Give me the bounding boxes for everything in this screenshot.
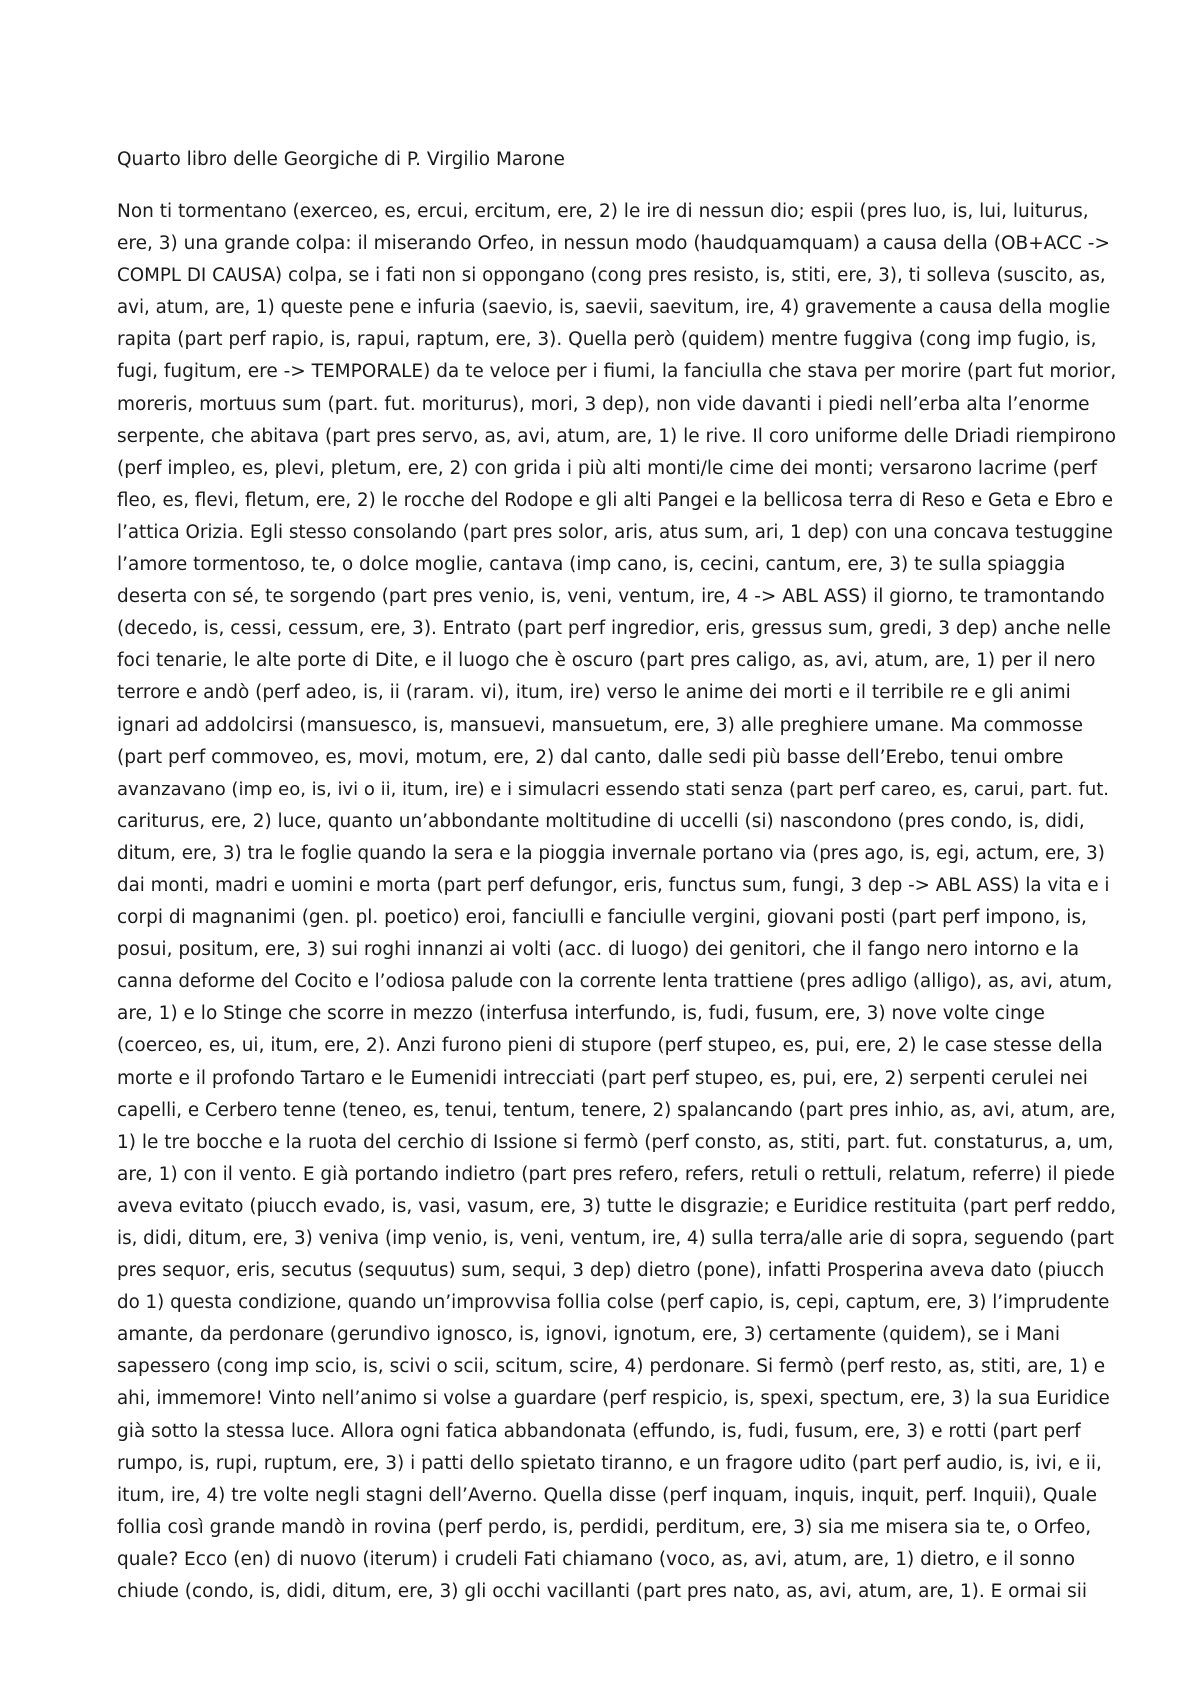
text-line: Non ti tormentano (exerceo, es, ercui, ercitum, ere, 2) le ire di nessun dio; espii (pres luo, is, lui, luiturus, xyxy=(117,201,1089,222)
text-line: rumpo, is, rupi, ruptum, ere, 3) i patti dello spietato tiranno, e un fragore udito (part perf audio, is, ivi, e ii, xyxy=(117,1452,1102,1474)
text-line: sapessero (cong imp scio, is, scivi o scii, scitum, scire, 4) perdonare. Si fermò (perf resto, as, stiti, are, 1) e xyxy=(117,1356,1106,1378)
text-line: avanzavano (imp eo, is, ivi o ii, itum, ire) e i simulacri essendo stati senza (part perf careo, es, carui, part. fut. xyxy=(117,778,1110,800)
text-line: do 1) questa condizione, quando un’improvvisa follia colse (perf capio, is, cepi, captum, ere, 3) l’imprudente xyxy=(117,1292,1110,1314)
text-line: moreris, mortuus sum (part. fut. moriturus), mori, 3 dep), non vide davanti i piedi nell’erba alta l’enorme xyxy=(117,393,1090,415)
text-line: fugi, fugitum, ere -> TEMPORALE) da te veloce per i fiumi, la fanciulla che stava per morire (part fut morior, xyxy=(117,361,1117,383)
document-body xyxy=(117,196,1117,1608)
text-line: l’amore tormentoso, te, o dolce moglie, cantava (imp cano, is, cecini, cantum, ere, 3) te sulla spiaggia xyxy=(117,554,1066,576)
text-line: terrore e andò (perf adeo, is, ii (raram. vi), itum, ire) verso le anime dei morti e il terribile re e gli animi xyxy=(117,682,1071,704)
text-line: avi, atum, are, 1) queste pene e infuria (saevio, is, saevii, saevitum, ire, 4) gravemente a causa della moglie xyxy=(117,297,1111,319)
text-line: is, didi, ditum, ere, 3) veniva (imp venio, is, veni, ventum, ire, 4) sulla terra/alle arie di sopra, seguendo (part xyxy=(117,1228,1114,1249)
text-line: ditum, ere, 3) tra le foglie quando la sera e la pioggia invernale portano via (pres ago, is, egi, actum, ere, 3) xyxy=(117,842,1105,864)
document-title: Quarto libro delle Georgiche di P. Virgilio Marone xyxy=(117,149,565,170)
text-line: foci tenarie, le alte porte di Dite, e il luogo che è oscuro (part pres caligo, as, avi, atum, are, 1) per il nero xyxy=(117,650,1096,672)
text-line: canna deforme del Cocito e l’odiosa palude con la corrente lenta trattiene (pres adligo (alligo), as, avi, atum, xyxy=(117,971,1113,993)
text-line: amante, da perdonare (gerundivo ignosco, is, ignovi, ignotum, ere, 3) certamente (quidem), se i Mani xyxy=(117,1324,1061,1346)
text-line: dai monti, madri e uomini e morta (part perf defungor, eris, functus sum, fungi, 3 dep -> ABL ASS) la vita e i xyxy=(117,874,1110,896)
text-line: aveva evitato (piucch evado, is, vasi, vasum, ere, 3) tutte le disgrazie; e Euridice restituita (part perf reddo, xyxy=(117,1195,1117,1217)
text-line: (part perf commoveo, es, movi, motum, ere, 2) dal canto, dalle sedi più basse dell’Erebo, tenui ombre xyxy=(117,746,1064,768)
text-line: chiude (condo, is, didi, ditum, ere, 3) gli occhi vacillanti (part pres nato, as, avi, atum, are, 1). E ormai sii xyxy=(117,1581,1088,1603)
text-line: l’attica Orizia. Egli stesso consolando (part pres solor, aris, atus sum, ari, 1 dep) con una concava testuggine xyxy=(117,521,1113,543)
text-line: posui, positum, ere, 3) sui roghi innanzi ai volti (acc. di luogo) dei genitori, che il fango nero intorno e la xyxy=(117,939,1080,961)
text-line: capelli, e Cerbero tenne (teneo, es, tenui, tentum, tenere, 2) spalancando (part pres inhio, as, avi, atum, are, xyxy=(117,1099,1116,1121)
text-line: ere, 3) una grande colpa: il miserando Orfeo, in nessun modo (haudquamquam) a causa della (OB+ACC -> xyxy=(117,233,1110,255)
text-line: (perf impleo, es, plevi, pletum, ere, 2) con grida i più alti monti/le cime dei monti; versarono lacrime (perf xyxy=(117,457,1098,479)
text-line: COMPL DI CAUSA) colpa, se i fati non si oppongano (cong pres resisto, is, stiti, ere, 3), ti solleva (suscito, as, xyxy=(117,265,1106,287)
text-line: cariturus, ere, 2) luce, quanto un’abbondante moltitudine di uccelli (si) nascondono (pres condo, is, didi, xyxy=(117,810,1085,832)
text-line: quale? Ecco (en) di nuovo (iterum) i crudeli Fati chiamano (voco, as, avi, atum, are, 1) dietro, e il sonno xyxy=(117,1548,1076,1570)
text-line: pres sequor, eris, secutus (sequutus) sum, sequi, 3 dep) dietro (pone), infatti Prosperina aveva dato (piucch xyxy=(117,1260,1105,1282)
text-line: già sotto la stessa luce. Allora ogni fatica abbandonata (effundo, is, fudi, fusum, ere, 3) e rotti (part perf xyxy=(117,1420,1081,1442)
text-line: morte e il profondo Tartaro e le Eumenidi intrecciati (part perf stupeo, es, pui, ere, 2) serpenti cerulei nei xyxy=(117,1067,1088,1089)
text-line: fleo, es, flevi, fletum, ere, 2) le rocche del Rodope e gli alti Pangei e la bellicosa terra di Reso e Geta e Ebro e xyxy=(117,489,1113,511)
text-line: corpi di magnanimi (gen. pl. poetico) eroi, fanciulli e fanciulle vergini, giovani posti (part perf impono, is, xyxy=(117,907,1087,929)
text-line: deserta con sé, te sorgendo (part pres venio, is, veni, ventum, ire, 4 -> ABL ASS) il giorno, te tramontando xyxy=(117,586,1105,608)
text-line: ignari ad addolcirsi (mansuesco, is, mansuevi, mansuetum, ere, 3) alle preghiere umane. Ma commosse xyxy=(117,714,1084,736)
text-line: follia così grande mandò in rovina (perf perdo, is, perdidi, perditum, ere, 3) sia me misera sia te, o Orfeo, xyxy=(117,1516,1092,1538)
text-line: are, 1) con il vento. E già portando indietro (part pres refero, refers, retuli o rettuli, relatum, referre) il piede xyxy=(117,1163,1115,1185)
text-line: (decedo, is, cessi, cessum, ere, 3). Entrato (part perf ingredior, eris, gressus sum, gredi, 3 dep) anche nelle xyxy=(117,618,1111,640)
text-line: 1) le tre bocche e la ruota del cerchio di Issione si fermò (perf consto, as, stiti, part. fut. constaturus, a, um, xyxy=(117,1131,1114,1153)
text-line: serpente, che abitava (part pres servo, as, avi, atum, are, 1) le rive. Il coro uniforme delle Driadi riempirono xyxy=(117,425,1117,447)
text-line: rapita (part perf rapio, is, rapui, raptum, ere, 3). Quella però (quidem) mentre fuggiva (cong imp fugio, is, xyxy=(117,329,1097,351)
text-line: ahi, immemore! Vinto nell’animo si volse a guardare (perf respicio, is, spexi, spectum, ere, 3) la sua Euridice xyxy=(117,1388,1110,1410)
text-line: itum, ire, 4) tre volte negli stagni dell’Averno. Quella disse (perf inquam, inquis, inquit, perf. Inquii), Quale xyxy=(117,1484,1098,1506)
text-line: (coerceo, es, ui, itum, ere, 2). Anzi furono pieni di stupore (perf stupeo, es, pui, ere, 2) le case stesse della xyxy=(117,1035,1103,1057)
text-line: are, 1) e lo Stinge che scorre in mezzo (interfusa interfundo, is, fudi, fusum, ere, 3) nove volte cinge xyxy=(117,1003,1045,1025)
